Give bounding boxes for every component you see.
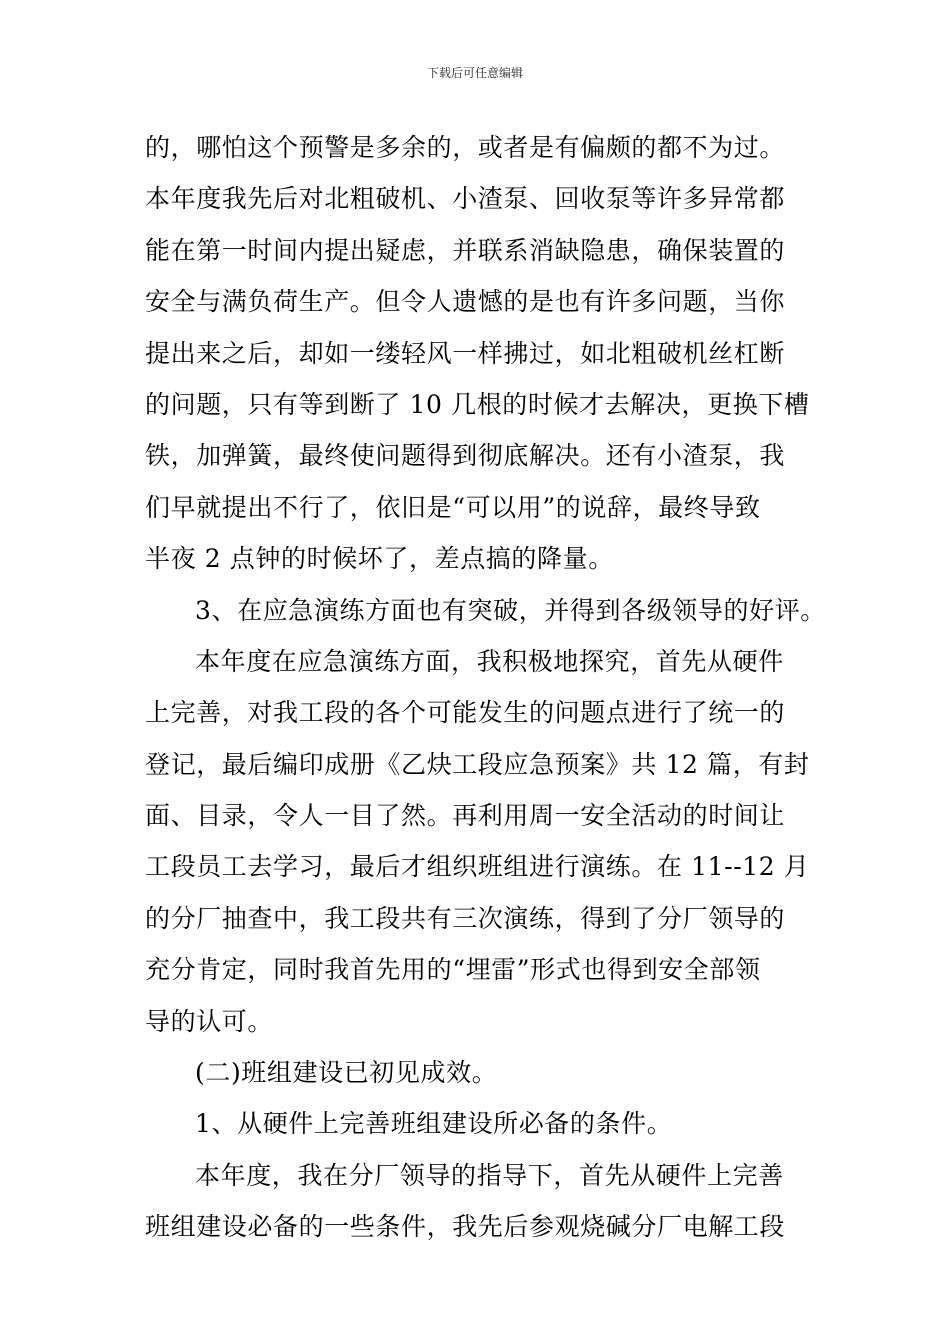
section-heading-2: (二)班组建设已初见成效。 [195,1058,498,1088]
text-line: 能在第一时间内提出疑虑，并联系消缺隐患，确保装置的 [145,235,786,265]
text-line: 铁，加弹簧，最终使问题得到彻底解决。还有小渣泵，我 [145,441,786,471]
text-line: 提出来之后，却如一缕轻风一样拂过，如北粗破机丝杠断 [145,338,786,368]
text-line: 班组建设必备的一些条件，我先后参观烧碱分厂电解工段 [145,1212,786,1242]
paragraph-start: 本年度在应急演练方面，我积极地探究，首先从硬件 [195,646,784,676]
text-line: 的分厂抽查中，我工段共有三次演练，得到了分厂领导的 [145,903,786,933]
section-heading-1: 1、从硬件上完善班组建设所必备的条件。 [195,1109,673,1139]
text-line: 的问题，只有等到断了 10 几根的时候才去解决，更换下槽 [145,389,810,419]
text-line: 工段员工去学习，最后才组织班组进行演练。在 11--12 月 [145,852,810,882]
text-line: 本年度我先后对北粗破机、小渣泵、回收泵等许多异常都 [145,184,786,214]
text-line: 的，哪怕这个预警是多余的，或者是有偏颇的都不为过。 [145,133,786,162]
text-line: 安全与满负荷生产。但令人遗憾的是也有许多问题，当你 [145,287,786,317]
page-header: 下载后可任意编辑 [426,66,523,80]
document-body [145,122,826,1253]
section-heading-3: 3、在应急演练方面也有突破，并得到各级领导的好评。 [195,595,826,625]
text-line: 导的认可。 [145,1006,274,1036]
text-line: 上完善，对我工段的各个可能发生的问题点进行了统一的 [145,698,786,728]
text-line: 们早就提出不行了，依旧是“可以用”的说辞，最终导致 [145,492,761,522]
paragraph-start: 本年度，我在分厂领导的指导下，首先从硬件上完善 [195,1160,784,1190]
text-line: 登记，最后编印成册《乙炔工段应急预案》共 12 篇，有封 [145,749,810,779]
text-line: 半夜 2 点钟的时候坏了，差点搞的降量。 [145,544,614,574]
text-line: 充分肯定，同时我首先用的“埋雷”形式也得到安全部领 [145,955,761,985]
text-line: 面、目录，令人一目了然。再利用周一安全活动的时间让 [145,801,786,831]
